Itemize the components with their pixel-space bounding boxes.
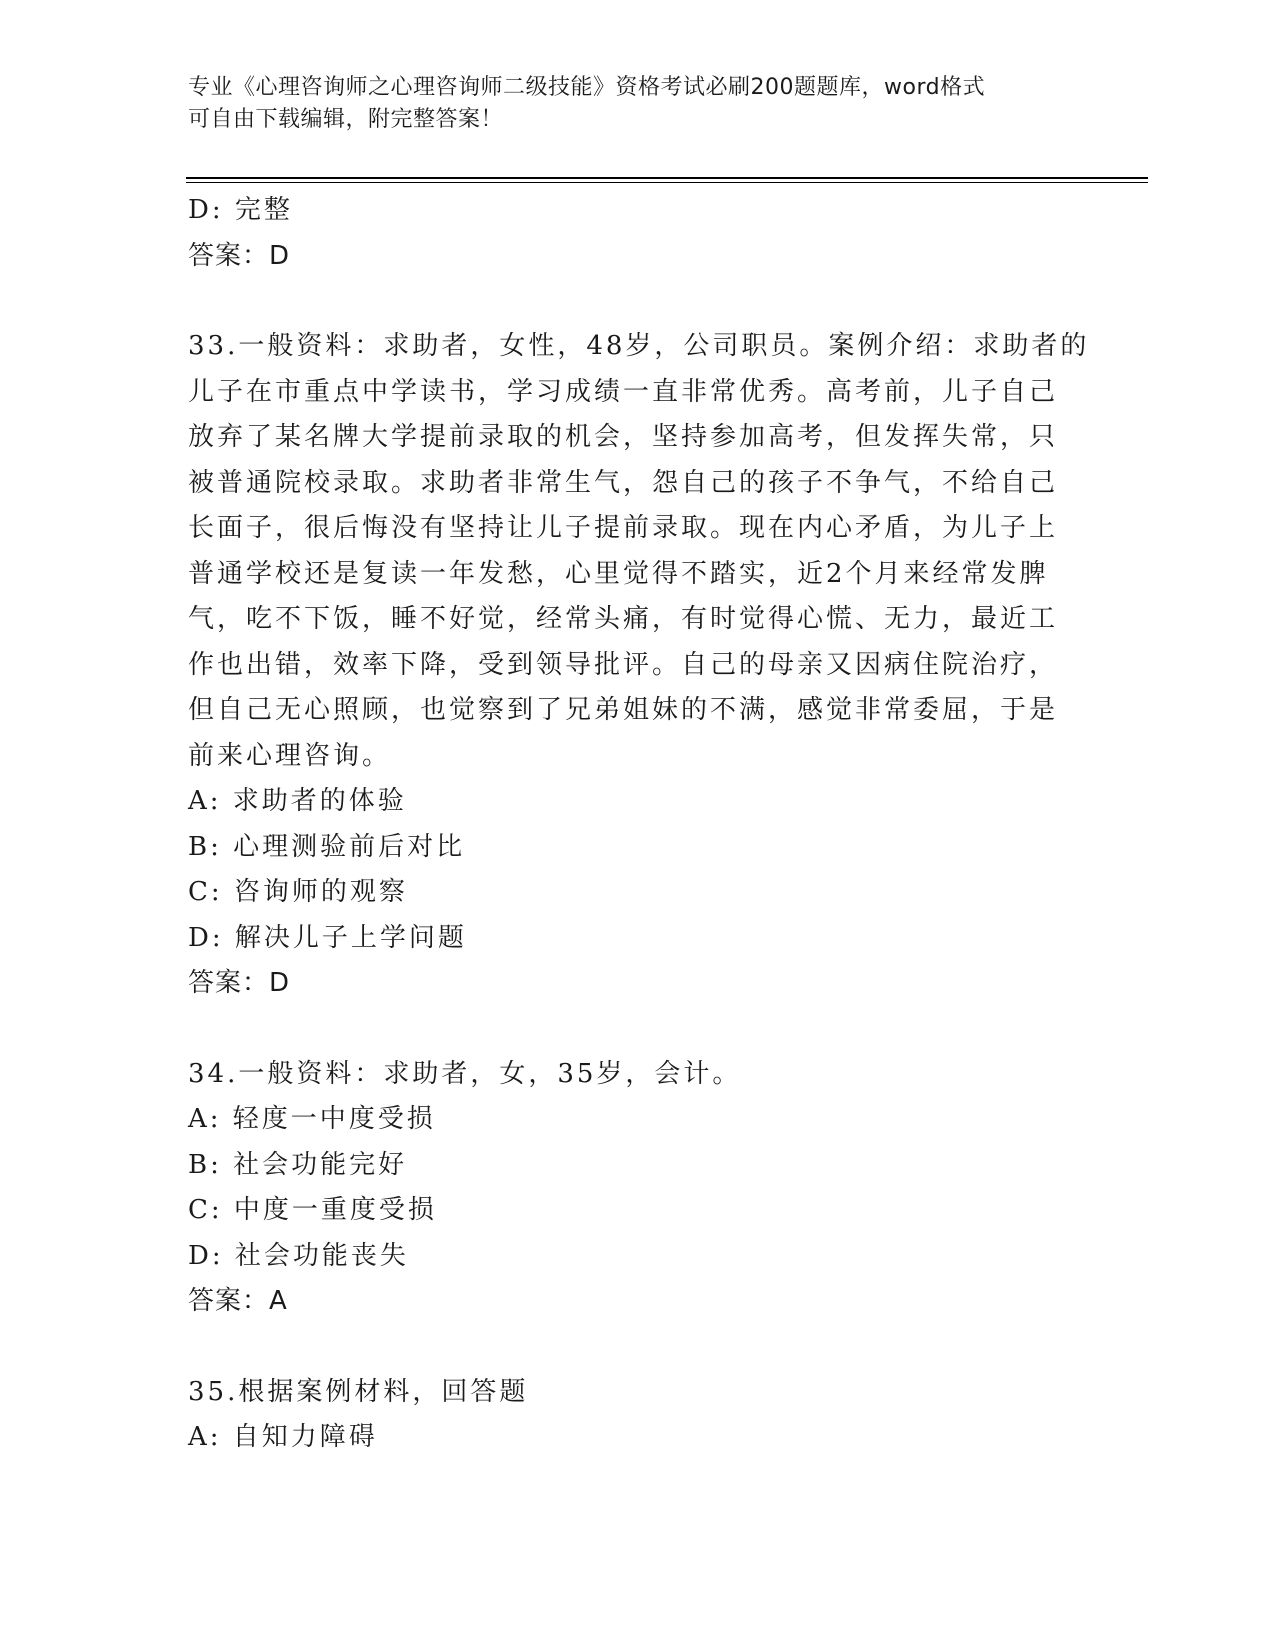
- question-stem-line: 35.根据案例材料，回答题: [188, 1376, 529, 1407]
- question-stem-line: 放弃了某名牌大学提前录取的机会，坚持参加高考，但发挥失常，只: [188, 422, 1059, 452]
- question-33: [188, 324, 1088, 1007]
- document-header: [188, 72, 1068, 136]
- header-divider-thick: [186, 177, 1148, 179]
- question-stem-line: 但自己无心照顾，也觉察到了兄弟姐妹的不满，感觉非常委屈，于是: [188, 695, 1059, 725]
- question-stem-line: 作也出错，效率下降，受到领导批评。自己的母亲又因病住院治疗，: [188, 649, 1059, 680]
- option-d: D: 社会功能丧失: [188, 1240, 409, 1271]
- answer-line: 答案：D: [188, 240, 291, 271]
- option-a: A: 轻度一中度受损: [188, 1104, 436, 1134]
- question-stem-line: 长面子，很后悔没有坚持让儿子提前录取。现在内心矛盾，为儿子上: [188, 513, 1059, 543]
- answer-line: 答案：A: [188, 1286, 288, 1316]
- header-line-2: 可自由下载编辑，附完整答案！: [188, 107, 504, 132]
- header-line-1: 专业《心理咨询师之心理咨询师二级技能》资格考试必刷200题题库，word格式: [188, 75, 986, 100]
- option-b: B: 心理测验前后对比: [188, 831, 466, 862]
- option-d: D: 完整: [188, 195, 293, 225]
- spacer: [188, 1007, 1088, 1052]
- option-b: B: 社会功能完好: [188, 1149, 408, 1180]
- question-stem-line: 34.一般资料：求助者，女，35岁，会计。: [188, 1058, 742, 1089]
- spacer: [188, 279, 1088, 324]
- question-34: [188, 1052, 1088, 1325]
- question-stem-line: 被普通院校录取。求助者非常生气，怨自己的孩子不争气，不给自己: [188, 467, 1059, 498]
- option-a: A: 求助者的体验: [188, 786, 407, 816]
- option-c: C: 咨询师的观察: [188, 877, 408, 907]
- question-32-tail: [188, 188, 1088, 279]
- document-body: [188, 188, 1088, 1461]
- option-a: A: 自知力障碍: [188, 1422, 378, 1452]
- option-d: D: 解决儿子上学问题: [188, 922, 467, 953]
- option-c: C: 中度一重度受损: [188, 1195, 437, 1225]
- question-35: [188, 1370, 1088, 1461]
- question-stem-line: 前来心理咨询。: [188, 740, 392, 771]
- header-divider-thin: [186, 182, 1148, 183]
- question-stem-line: 33.一般资料：求助者，女性，48岁，公司职员。案例介绍：求助者的: [188, 331, 1090, 361]
- answer-line: 答案：D: [188, 968, 291, 998]
- question-stem-line: 气，吃不下饭，睡不好觉，经常头痛，有时觉得心慌、无力，最近工: [188, 604, 1059, 634]
- spacer: [188, 1325, 1088, 1370]
- question-stem-line: 儿子在市重点中学读书，学习成绩一直非常优秀。高考前，儿子自己: [188, 376, 1059, 407]
- question-stem-line: 普通学校还是复读一年发愁，心里觉得不踏实，近2个月来经常发脾: [188, 558, 1049, 589]
